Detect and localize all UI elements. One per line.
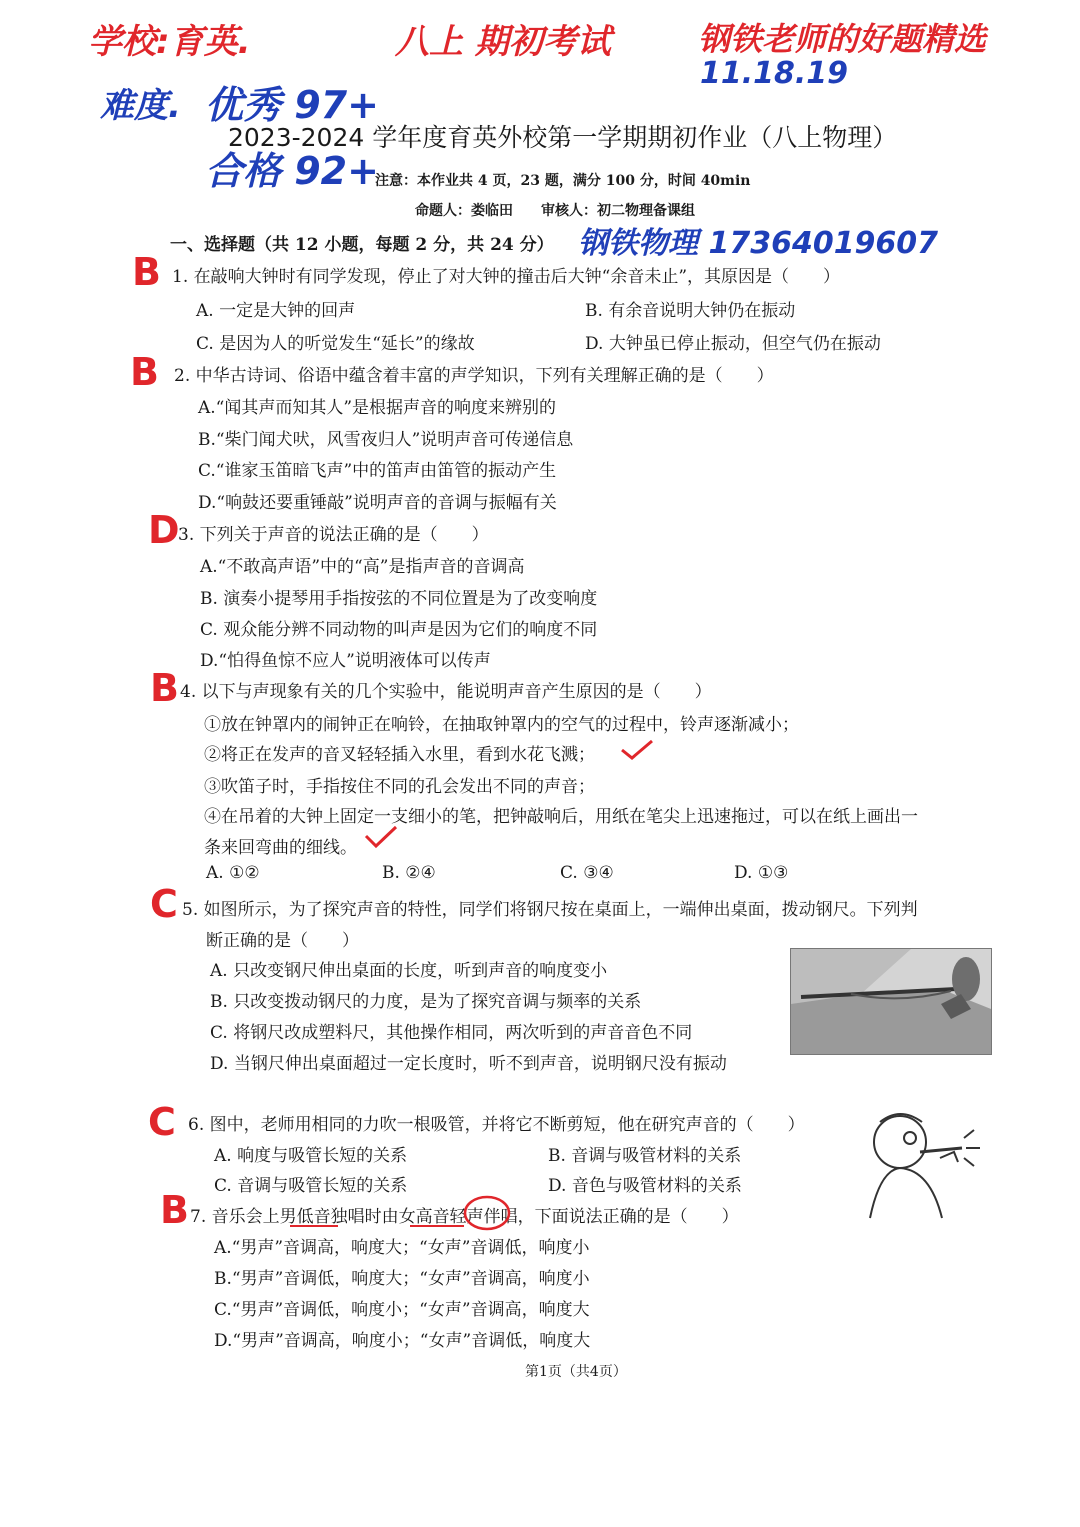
option-b: B.“男声”音调低，响度大；“女声”音调高，响度小 xyxy=(214,1269,590,1289)
question-stem: 2. 中华古诗词、俗语中蕴含着丰富的声学知识，下列有关理解正确的是（ ） xyxy=(174,366,774,386)
option-a: A.“闻其声而知其人”是根据声音的响度来辨别的 xyxy=(198,398,557,418)
handwriting-difficulty-label: 难度. xyxy=(100,86,181,126)
exam-note: 注意：本作业共 4 页，23 题，满分 100 分，时间 40min xyxy=(375,173,751,189)
option-c: C. 是因为人的听觉发生“延长”的缘故 xyxy=(196,334,475,354)
option-b: B.“柴门闻犬吠，风雪夜归人”说明声音可传递信息 xyxy=(198,430,574,450)
option-d: D.“男声”音调高，响度小；“女声”音调低，响度大 xyxy=(214,1331,591,1351)
option-b: B. ②④ xyxy=(382,863,436,883)
answer-mark: C xyxy=(148,1100,176,1144)
option-d: D. 音色与吸管材料的关系 xyxy=(548,1176,742,1196)
answer-mark: B xyxy=(130,350,159,394)
statement-item: ①放在钟罩内的闹钟正在响铃，在抽取钟罩内的空气的过程中，铃声逐渐减小； xyxy=(204,715,799,735)
option-a: A.“不敢高声语”中的“高”是指声音的音调高 xyxy=(200,557,525,577)
statement-item: 条来回弯曲的细线。 xyxy=(204,838,357,858)
option-a: A.“男声”音调高，响度大；“女声”音调低，响度小 xyxy=(214,1238,590,1258)
question-stem-continued: 断正确的是（ ） xyxy=(206,931,359,951)
question-stem: 4. 以下与声现象有关的几个实验中，能说明声音产生原因的是（ ） xyxy=(180,682,712,702)
handwriting-exam: 八上 期初考试 xyxy=(395,22,611,62)
handwriting-school: 学校:育英. xyxy=(88,22,251,62)
handwriting-excellent: 优秀 97+ xyxy=(205,83,379,127)
statement-item: ④在吊着的大钟上固定一支细小的笔，把钟敲响后，用纸在笔尖上迅速拖过，可以在纸上画出一 xyxy=(204,807,918,827)
option-a: A. ①② xyxy=(206,863,260,883)
answer-mark: B xyxy=(150,666,179,710)
question-stem: 5. 如图所示，为了探究声音的特性，同学们将钢尺按在桌面上，一端伸出桌面，拨动钢尺。下列判 xyxy=(182,900,918,920)
option-c: C. 将钢尺改成塑料尺，其他操作相同，两次听到的声音音色不同 xyxy=(210,1023,693,1043)
handwriting-date: 11.18.19 xyxy=(700,56,849,91)
answer-mark: B xyxy=(160,1188,189,1232)
option-b: B. 只改变拨动钢尺的力度，是为了探究音调与频率的关系 xyxy=(210,992,642,1012)
check-mark-icon xyxy=(364,824,398,850)
exam-authors: 命题人：娄临田 审核人：初二物理备课组 xyxy=(415,203,695,219)
option-a: A. 响度与吸管长短的关系 xyxy=(214,1146,408,1166)
option-b: B. 演奏小提琴用手指按弦的不同位置是为了改变响度 xyxy=(200,589,598,609)
option-c: C. ③④ xyxy=(560,863,614,883)
option-a: A. 只改变钢尺伸出桌面的长度，听到声音的响度变小 xyxy=(210,961,608,981)
option-a: A. 一定是大钟的回声 xyxy=(196,301,356,321)
statement-item: ②将正在发声的音叉轻轻插入水里，看到水花飞溅； xyxy=(204,745,595,765)
handwriting-pass: 合格 92+ xyxy=(205,149,379,193)
option-d: D. 当钢尺伸出桌面超过一定长度时，听不到声音，说明钢尺没有振动 xyxy=(210,1054,727,1074)
option-c: C.“谁家玉笛暗飞声”中的笛声由笛管的振动产生 xyxy=(198,461,557,481)
option-d: D. 大钟虽已停止振动，但空气仍在振动 xyxy=(585,334,881,354)
section-title: 一、选择题（共 12 小题，每题 2 分，共 24 分） xyxy=(170,235,554,255)
answer-mark: D xyxy=(148,508,180,552)
option-c: C.“男声”音调低，响度小；“女声”音调高，响度大 xyxy=(214,1300,590,1320)
option-b: B. 有余音说明大钟仍在振动 xyxy=(585,301,796,321)
option-c: C. 观众能分辨不同动物的叫声是因为它们的响度不同 xyxy=(200,620,598,640)
option-c: C. 音调与吸管长短的关系 xyxy=(214,1176,408,1196)
question-stem: 7. 音乐会上男低音独唱时由女高音轻声伴唱，下面说法正确的是（ ） xyxy=(190,1207,739,1227)
question-stem: 6. 图中，老师用相同的力吹一根吸管，并将它不断剪短，他在研究声音的（ ） xyxy=(188,1115,805,1135)
page-title: 2023-2024 学年度育英外校第一学期期初作业（八上物理） xyxy=(228,123,898,152)
circle-mark xyxy=(462,1194,512,1232)
option-d: D. ①③ xyxy=(734,863,789,883)
handwriting-source: 钢铁老师的好题精选 xyxy=(698,20,987,58)
handwriting-contact: 钢铁物理 17364019607 xyxy=(578,226,939,261)
answer-mark: B xyxy=(132,250,161,294)
ruler-experiment-figure xyxy=(790,948,992,1055)
option-d: D.“响鼓还要重锤敲”说明声音的音调与振幅有关 xyxy=(198,493,557,513)
question-stem: 1. 在敲响大钟时有同学发现，停止了对大钟的撞击后大钟“余音未止”，其原因是（ ） xyxy=(172,267,841,287)
teacher-blowing-straw-figure xyxy=(850,1100,990,1220)
option-b: B. 音调与吸管材料的关系 xyxy=(548,1146,742,1166)
statement-item: ③吹笛子时，手指按住不同的孔会发出不同的声音； xyxy=(204,777,595,797)
page-number: 第1页（共4页） xyxy=(525,1364,627,1380)
question-stem: 3. 下列关于声音的说法正确的是（ ） xyxy=(178,525,489,545)
check-mark-icon xyxy=(620,738,654,762)
option-d: D.“怕得鱼惊不应人”说明液体可以传声 xyxy=(200,651,491,671)
answer-mark: C xyxy=(150,882,178,926)
